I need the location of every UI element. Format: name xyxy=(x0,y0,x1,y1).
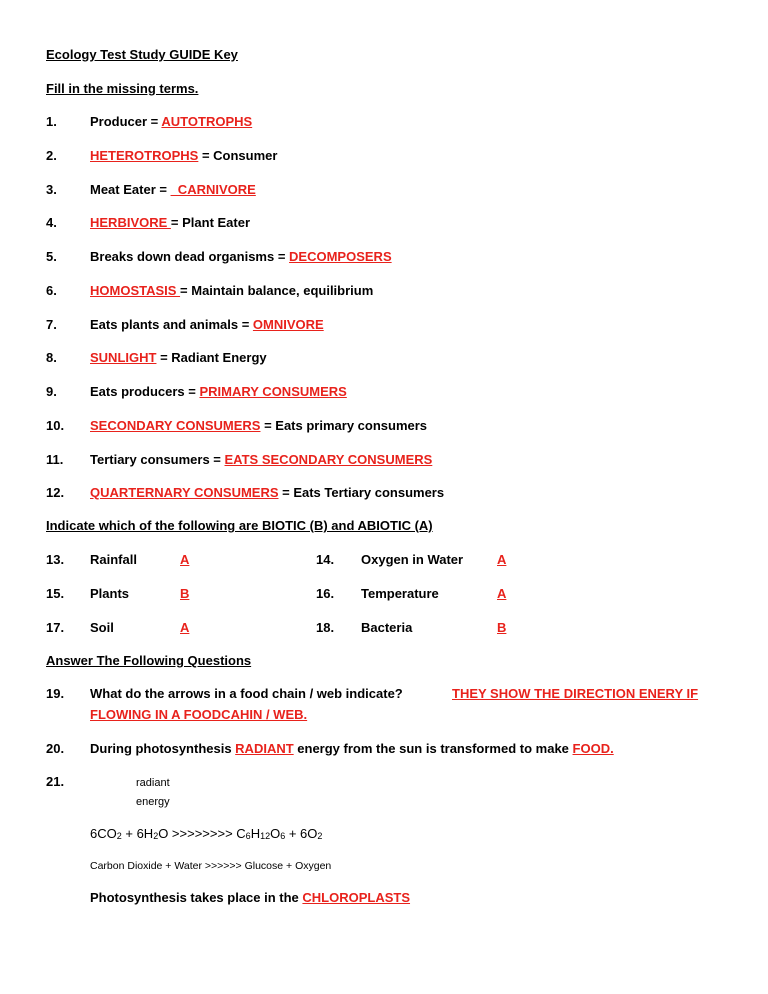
term-line xyxy=(90,215,250,230)
term-number: 2. xyxy=(46,148,57,163)
radiant-label: radiant xyxy=(136,777,170,789)
term-number: 6. xyxy=(46,283,57,298)
item-label: Bacteria xyxy=(361,620,413,635)
answer-text: FLOWING IN A FOODCAHIN / WEB. xyxy=(90,707,308,722)
question-text xyxy=(90,741,614,756)
page-title: Ecology Test Study GUIDE Key xyxy=(46,47,238,62)
question-number: 20. xyxy=(46,741,65,756)
item-number: 16. xyxy=(316,586,335,601)
term-answer: DECOMPOSERS xyxy=(289,249,392,264)
item-label: Rainfall xyxy=(90,552,137,567)
item-label: Plants xyxy=(90,586,130,601)
term-number: 12. xyxy=(46,485,65,500)
item-answer: A xyxy=(180,552,190,567)
term-line xyxy=(90,148,277,163)
item-number: 14. xyxy=(316,552,335,567)
term-answer: PRIMARY CONSUMERS xyxy=(199,384,347,399)
term-number: 1. xyxy=(46,114,57,129)
answer-text: THEY SHOW THE DIRECTION ENERY IF xyxy=(452,686,699,701)
term-answer: HERBIVORE xyxy=(90,215,171,230)
term-text: Breaks down dead organisms = xyxy=(90,249,290,264)
item-number: 15. xyxy=(46,586,65,601)
question-part: During photosynthesis xyxy=(90,741,236,756)
term-line xyxy=(90,485,444,500)
term-line xyxy=(90,283,373,298)
term-answer: AUTOTROPHS xyxy=(161,114,253,129)
term-text: = Radiant Energy xyxy=(156,350,267,365)
term-text: = Eats Tertiary consumers xyxy=(278,485,445,500)
term-line xyxy=(90,317,324,332)
term-text: = Eats primary consumers xyxy=(260,418,428,433)
term-text: = Consumer xyxy=(198,148,278,163)
term-answer: SECONDARY CONSUMERS xyxy=(90,418,261,433)
item-number: 13. xyxy=(46,552,65,567)
item-number: 17. xyxy=(46,620,65,635)
term-text: = Plant Eater xyxy=(170,215,251,230)
term-answer: SUNLIGHT xyxy=(90,350,157,365)
item-answer: B xyxy=(180,586,190,601)
term-answer: _CARNIVORE xyxy=(170,182,256,197)
term-text: Eats producers = xyxy=(90,384,200,399)
term-answer: OMNIVORE xyxy=(252,317,324,332)
answer-text: FOOD. xyxy=(572,741,614,756)
term-number: 4. xyxy=(46,215,57,230)
item-label: Temperature xyxy=(361,586,439,601)
item-label: Soil xyxy=(90,620,114,635)
term-line xyxy=(90,182,256,197)
question-number: 19. xyxy=(46,686,65,701)
term-number: 3. xyxy=(46,182,57,197)
section-heading-terms: Fill in the missing terms. xyxy=(46,81,199,96)
term-number: 8. xyxy=(46,350,57,365)
question-part: Photosynthesis takes place in the xyxy=(90,890,303,905)
term-answer: QUARTERNARY CONSUMERS xyxy=(90,485,279,500)
term-answer: EATS SECONDARY CONSUMERS xyxy=(224,452,433,467)
photosynthesis-equation: $6CO_2 + 6H_2O$ >>>>>>>> $C_6H_{12}O_6 + 6O_2$ xyxy=(90,826,323,841)
section-heading-biotic: Indicate which of the following are BIOTIC (B) and ABIOTIC (A) xyxy=(46,518,433,533)
energy-label: energy xyxy=(136,796,170,808)
term-number: 5. xyxy=(46,249,57,264)
term-text: Tertiary consumers = xyxy=(90,452,225,467)
item-number: 18. xyxy=(316,620,335,635)
term-number: 9. xyxy=(46,384,57,399)
question-part: energy from the sun is transformed to make xyxy=(293,741,573,756)
term-text: = Maintain balance, equilibrium xyxy=(180,283,374,298)
term-line xyxy=(90,418,427,433)
term-line xyxy=(90,350,267,365)
term-number: 7. xyxy=(46,317,57,332)
term-text: Meat Eater = xyxy=(90,182,171,197)
question-text: What do the arrows in a food chain / web indicate? xyxy=(90,686,403,701)
item-answer: A xyxy=(497,552,507,567)
term-line xyxy=(90,384,347,399)
answer-text: RADIANT xyxy=(235,741,294,756)
item-label: Oxygen in Water xyxy=(361,552,464,567)
term-text: Producer = xyxy=(90,114,162,129)
item-answer: B xyxy=(497,620,507,635)
term-number: 10. xyxy=(46,418,65,433)
term-answer: HETEROTROPHS xyxy=(90,148,199,163)
term-line xyxy=(90,249,392,264)
equation-words: Carbon Dioxide + Water >>>>>> Glucose + Oxygen xyxy=(90,860,332,872)
item-answer: A xyxy=(497,586,507,601)
term-number: 11. xyxy=(46,452,64,467)
photosynthesis-location xyxy=(90,890,410,905)
section-heading-questions: Answer The Following Questions xyxy=(46,653,252,668)
item-answer: A xyxy=(180,620,190,635)
term-answer: HOMOSTASIS xyxy=(90,283,181,298)
term-line xyxy=(90,452,432,467)
term-text: Eats plants and animals = xyxy=(90,317,253,332)
answer-text: CHLOROPLASTS xyxy=(302,890,411,905)
term-line xyxy=(90,114,252,129)
question-number: 21. xyxy=(46,774,65,789)
